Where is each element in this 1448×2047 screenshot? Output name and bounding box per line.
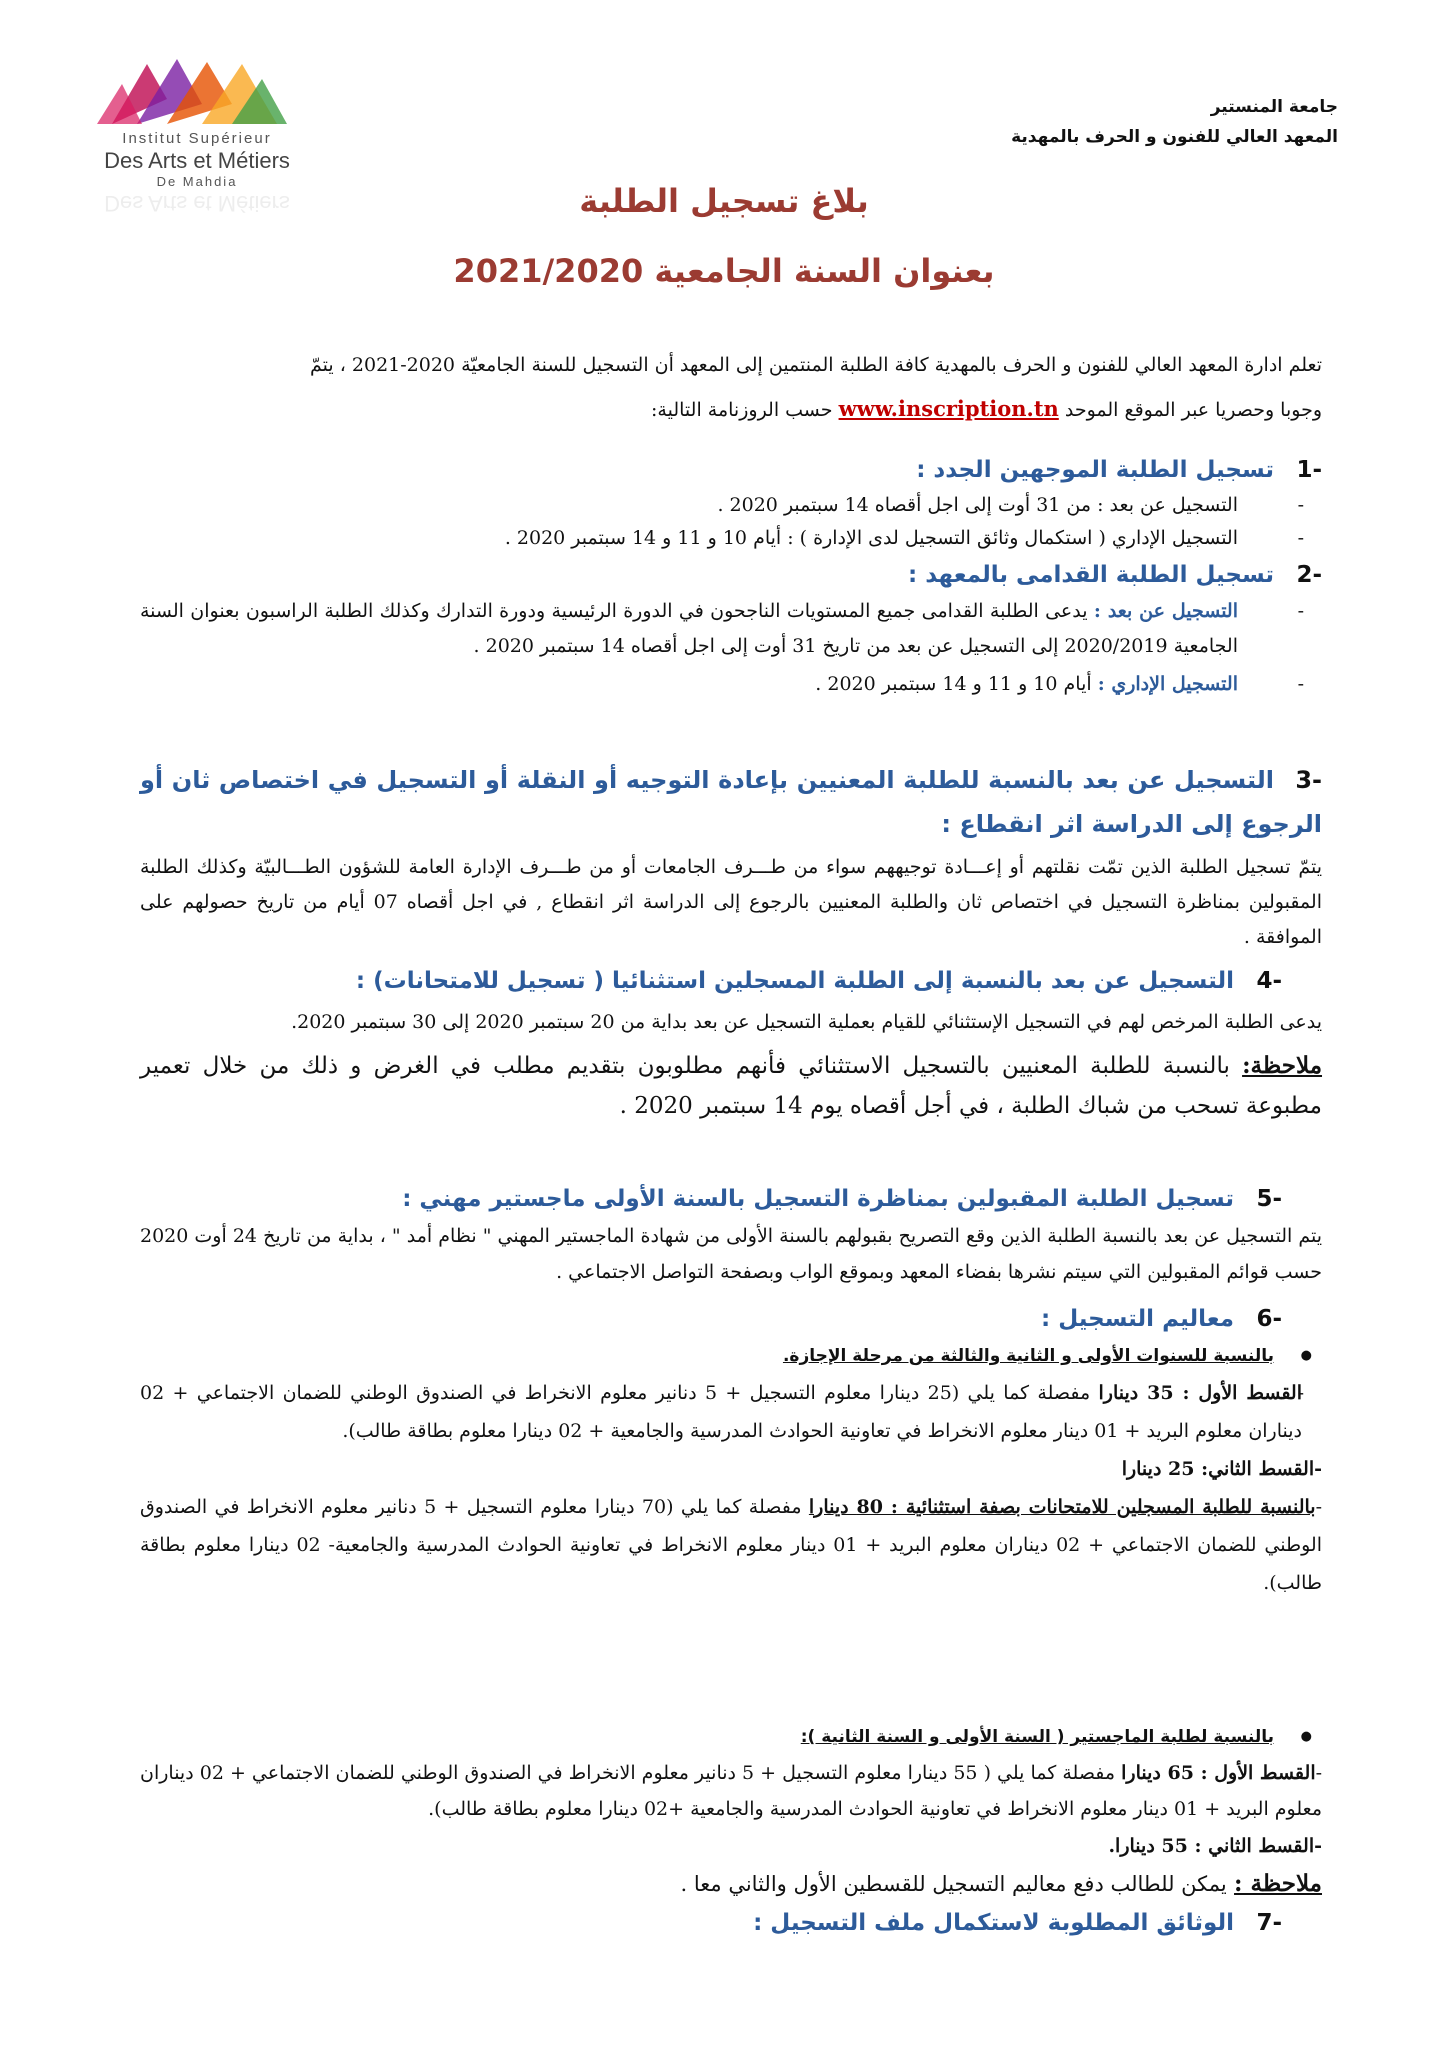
fees-group-2-heading: ● بالنسبة لطلبة الماجستير ( السنة الأولى و السنة الثانية ):	[140, 1719, 1322, 1755]
section-3-title: التسجيل عن بعد بالنسبة للطلبة المعنيين بإعادة التوجيه أو النقلة أو التسجيل في اختصاص ثان أو الرجوع إلى الدراسة اثر انقطاع :	[140, 766, 1322, 838]
section-4-number: -4	[1256, 968, 1282, 994]
website-link[interactable]: www.inscription.tn	[838, 396, 1059, 421]
section-4-title: التسجيل عن بعد بالنسبة إلى الطلبة المسجلين استثنائيا ( تسجيل للامتحانات) :	[355, 968, 1234, 994]
section-2-admin-label: التسجيل الإداري :	[1097, 673, 1238, 695]
section-2-title: تسجيل الطلبة القدامى بالمعهد :	[908, 562, 1274, 588]
university-name: جامعة المنستير	[1210, 97, 1338, 117]
section-4-heading	[140, 962, 1322, 1000]
section-5-text: يتم التسجيل عن بعد بالنسبة الطلبة الذين وقع التصريح بقبولهم بالسنة الأولى من شهادة الماجستير المهني " نظام أمد " ، بداية من تاريخ 24 أوت 2020 حسب قوائم المقبولين التي سيتم نشرها بفضاء المعهد وبموقع الواب وبصفحة التواصل الاجتماعي .	[140, 1225, 1322, 1283]
section-2-remote-text: يدعى الطلبة القدامى جميع المستويات الناجحون في الدورة الرئيسية ودورة التدارك وكذلك الطلبة الراسبون بعنوان السنة الجامعية 2020/2019 إلى التسجيل عن بعد من تاريخ 31 أوت إلى اجل أقصاه 14 سبتمبر 2020 .	[140, 600, 1238, 657]
section-4-note	[140, 1040, 1322, 1126]
section-1	[140, 451, 1322, 555]
section-5-number: -5	[1256, 1186, 1282, 1212]
section-4-text: يدعى الطلبة المرخص لهم في التسجيل الإستثنائي للقيام بعملية التسجيل عن بعد بداية من 20 سبتمبر 2020 إلى 30 سبتمبر 2020.	[291, 1011, 1322, 1033]
fees-group-1-installment-2: -القسط الثاني: 25 دينارا	[1121, 1458, 1322, 1480]
fees-group-1-exam-label: بالنسبة للطلبة المسجلين للامتحانات بصفة استثنائية : 80 دينارا	[808, 1496, 1316, 1518]
section-1-number: -1	[1296, 457, 1322, 483]
section-2-admin	[140, 664, 1322, 704]
fees-group-1-installment-1	[140, 1374, 1322, 1450]
section-2-remote-label: التسجيل عن بعد :	[1093, 600, 1238, 622]
section-4-note-text: بالنسبة للطلبة المعنيين بالتسجيل الاستثنائي فأنهم مطلوبون بتقديم مطلب في الغرض و ذلك من خلال تعمير مطبوعة تسحب من شباك الطلبة ، في أجل أقصاه يوم 14 سبتمبر 2020 .	[140, 1053, 1322, 1119]
section-7-heading	[140, 1903, 1322, 1943]
fees-group-1-exam-text: مفصلة كما يلي (70 دينارا معلوم التسجيل + 5 دنانير معلوم الانخراط في الصندوق الوطني للضمان الاجتماعي + 02 ديناران معلوم البريد + 01 دينار معلوم الانخراط في تعاونية الحوادث المدرسية والجامعية- 02 دينارا معلوم بطاقة طالب).	[140, 1496, 1323, 1594]
logo-line-3: De Mahdia	[156, 174, 238, 189]
intro-line-2	[140, 387, 1322, 432]
fees-group-1-inst1-label: القسط الأول : 35 دينارا	[1098, 1382, 1302, 1404]
fees-group-2-inst1-text: مفصلة كما يلي ( 55 دينارا معلوم التسجيل + 5 دنانير معلوم الانخراط في الصندوق الوطني للضمان الاجتماعي + 02 ديناران معلوم البريد + 01 دينار معلوم الانخراط في تعاونية الحوادث المدرسية والجامعية +02 دينارا معلوم بطاقة طالب).	[140, 1762, 1322, 1820]
section-5-title: تسجيل الطلبة المقبولين بمناظرة التسجيل بالسنة الأولى ماجستير مهني :	[402, 1186, 1234, 1212]
fees-group-1-heading: ● بالنسبة للسنوات الأولى و الثانية والثالثة من مرحلة الإجازة.	[140, 1338, 1322, 1374]
logo-reflection: Des Arts et Métiers	[104, 191, 290, 216]
section-3-heading	[140, 758, 1322, 846]
section-6-note-text: يمكن للطالب دفع معاليم التسجيل للقسطين الأول والثاني معا .	[680, 1872, 1227, 1896]
section-1-item-admin: - التسجيل الإداري ( استكمال وثائق التسجيل لدى الإدارة ) : أيام 10 و 11 و 14 سبتمبر 2020 .	[140, 522, 1322, 555]
logo-line-2: Des Arts et Métiers	[104, 148, 290, 173]
section-1-item-remote: - التسجيل عن بعد : من 31 أوت إلى اجل أقصاه 14 سبتمبر 2020 .	[140, 489, 1322, 522]
logo-line-1: Institut Supérieur	[122, 130, 272, 147]
academic-year-title: بعنوان السنة الجامعية 2021/2020	[453, 252, 995, 290]
section-6-heading	[140, 1300, 1322, 1338]
section-6	[140, 1300, 1322, 1602]
intro-line-1: تعلم ادارة المعهد العالي للفنون و الحرف بالمهدية كافة الطلبة المنتمين إلى المعهد أن التسجيل للسنة الجامعيّة 2020-2021 ، يتمّ	[310, 354, 1322, 376]
section-6-note	[140, 1865, 1322, 1903]
section-2-remote	[140, 594, 1322, 664]
section-1-heading	[140, 451, 1322, 489]
intro-text-b: حسب الروزنامة التالية:	[651, 399, 833, 421]
section-4	[140, 962, 1322, 1126]
section-2-number: -2	[1296, 562, 1322, 588]
section-3-text: يتمّ تسجيل الطلبة الذين تمّت نقلتهم أو إعـــادة توجيههم سواء من طـــرف الجامعات أو من طـــرف الإدارة العامة للشؤون الطـــالبيّة وكذلك الطلبة المقبولين بمناظرة التسجيل في اختصاص ثان والطلبة المعنيين بالرجوع إلى الدراسة اثر انقطاع , في اجل أقصاه 07 أيام من تاريخ حصولهم على الموافقة .	[140, 856, 1322, 948]
section-1-title: تسجيل الطلبة الموجهين الجدد :	[916, 457, 1274, 483]
notice-title: بلاغ تسجيل الطلبة	[579, 182, 869, 220]
section-5	[140, 1180, 1322, 1290]
document-header	[1011, 92, 1338, 152]
section-4-note-label: ملاحظة:	[1242, 1052, 1323, 1079]
fees-group-2-installment-2: -القسط الثاني : 55 دينارا.	[1108, 1835, 1322, 1857]
section-6-note-label: ملاحظة :	[1234, 1870, 1322, 1897]
section-7-title: الوثائق المطلوبة لاستكمال ملف التسجيل :	[753, 1910, 1234, 1936]
section-2-heading	[140, 556, 1322, 594]
section-2	[140, 556, 1322, 704]
section-6-title: معاليم التسجيل :	[1041, 1306, 1234, 1332]
section-7-number: -7	[1256, 1910, 1282, 1936]
fees-group-2-installment-1: -القسط الأول : 65 دينارا مفصلة كما يلي ( 55 دينارا معلوم التسجيل + 5 دنانير معلوم الانخراط في الصندوق الوطني للضمان الاجتماعي + 02 ديناران معلوم البريد + 01 دينار معلوم الانخراط في تعاونية الحوادث المدرسية والجامعية +02 دينارا معلوم بطاقة طالب).	[140, 1762, 1323, 1820]
fees-group-2-inst1-label: القسط الأول : 65 دينارا	[1121, 1762, 1316, 1784]
section-3	[140, 758, 1322, 955]
section-3-number: -3	[1295, 766, 1322, 794]
section-2-admin-text: أيام 10 و 11 و 14 سبتمبر 2020 .	[815, 673, 1092, 695]
logo-mark-icon	[92, 44, 302, 134]
section-6-group-2	[140, 1719, 1322, 1943]
institute-name: المعهد العالي للفنون و الحرف بالمهدية	[1011, 127, 1338, 147]
fees-group-1-inst1-text: مفصلة كما يلي (25 دينارا معلوم التسجيل + 5 دنانير معلوم الانخراط في الصندوق الوطني للضمان الاجتماعي + 02 ديناران معلوم البريد + 01 دينار معلوم الانخراط في تعاونية الحوادث المدرسية والجامعية + 02 دينارا معلوم بطاقة طالب).	[140, 1382, 1302, 1442]
fees-group-1-exam: -بالنسبة للطلبة المسجلين للامتحانات بصفة استثنائية : 80 دينارا مفصلة كما يلي (70 دينارا معلوم التسجيل + 5 دنانير معلوم الانخراط في الصندوق الوطني للضمان الاجتماعي + 02 ديناران معلوم البريد + 01 دينار معلوم الانخراط في تعاونية الحوادث المدرسية والجامعية- 02 دينارا معلوم بطاقة طالب).	[140, 1496, 1323, 1594]
section-5-heading	[140, 1180, 1322, 1218]
section-6-number: -6	[1256, 1306, 1282, 1332]
fees-group-1-inst2-text: القسط الثاني: 25 دينارا	[1121, 1458, 1315, 1480]
intro-paragraph	[140, 343, 1322, 432]
fees-group-2-inst2-text: القسط الثاني : 55 دينارا.	[1108, 1835, 1315, 1857]
intro-text-a: وجوبا وحصريا عبر الموقع الموحد	[1064, 399, 1322, 421]
